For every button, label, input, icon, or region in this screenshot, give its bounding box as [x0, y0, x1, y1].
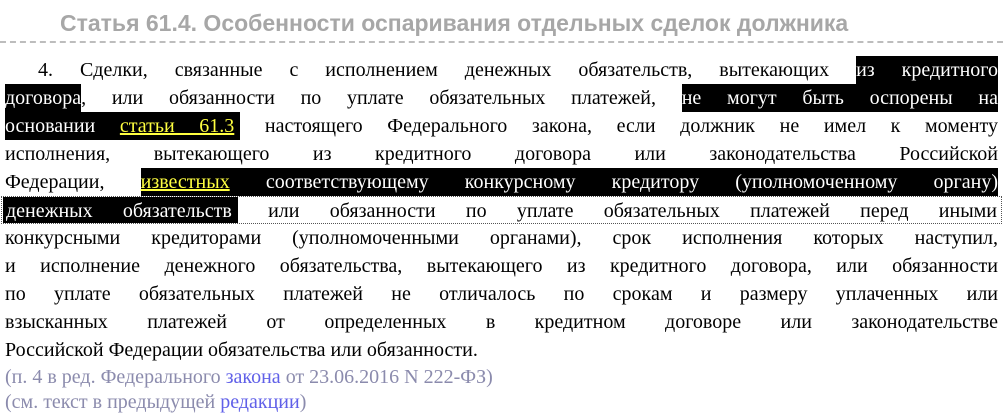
text-segment: настоящего Федерального закона, если должник не имел к моменту — [240, 115, 998, 137]
text-segment: Федерации, — [5, 171, 141, 193]
article-paragraph — [0, 43, 1003, 364]
text-segment: Российской Федерации обязательства или обязанности. — [5, 339, 478, 361]
text-line — [5, 112, 998, 140]
text-segment: конкурсными кредиторами (уполномоченными органами), срок исполнения которых наступил, — [5, 227, 998, 249]
text-segment: взысканных платежей от определенных в кредитном договоре или законодательстве — [5, 311, 998, 333]
note-text: от 23.06.2016 N 222-ФЗ) — [280, 366, 493, 388]
text-segment: по уплате обязательных платежей не отличалось по срокам и размеру уплаченных или — [5, 283, 998, 305]
current-fragment — [1, 196, 1002, 224]
text-segment: и исполнение денежного обязательства, вытекающего из кредитного договора, или обязанности — [5, 255, 998, 277]
note-text: (см. текст в предыдущей — [5, 391, 221, 413]
izvestnykh-link[interactable]: известных — [141, 168, 230, 196]
highlight-segment: денежных обязательств — [3, 197, 238, 224]
text-segment: исполнения, вытекающего из кредитного договора или законодательства Российской — [5, 143, 998, 165]
text-line — [5, 252, 998, 280]
text-segment: 4. Сделки, связанные с исполнением денежных обязательств, вытекающих — [38, 59, 857, 81]
text-line — [5, 84, 998, 112]
statya-61-3-link[interactable]: статьи 61.3 — [120, 112, 240, 140]
text-line — [5, 168, 998, 196]
see-previous-note — [5, 390, 998, 415]
highlight-segment: договора — [5, 84, 81, 112]
text-line — [5, 56, 998, 84]
highlight-segment: основании — [5, 112, 120, 140]
text-line — [5, 140, 998, 168]
note-text: ) — [299, 391, 307, 413]
text-line — [5, 280, 998, 308]
text-segment: или обязанности по уплате обязательных платежей перед иными — [237, 200, 997, 222]
text-segment: , или обязанности по уплате обязательных платежей, — [81, 87, 682, 109]
amendment-note — [5, 365, 998, 390]
text-line — [5, 224, 998, 252]
text-line — [5, 308, 998, 336]
article-title-block — [0, 0, 1003, 43]
note-text: (п. 4 в ред. Федерального — [5, 366, 226, 388]
zakona-link[interactable]: закона — [225, 366, 281, 388]
article-title: Статья 61.4. Особенности оспаривания отдельных сделок должника — [60, 10, 849, 36]
redaktsii-link[interactable]: редакции — [220, 391, 300, 413]
highlight-segment: соответствующему конкурсному кредитору (уполномоченному органу) — [230, 168, 998, 196]
highlight-segment: не могут быть оспорены на — [682, 84, 998, 112]
text-line — [5, 336, 998, 364]
highlight-segment: из кредитного — [856, 56, 998, 84]
edit-notes — [0, 364, 1003, 415]
